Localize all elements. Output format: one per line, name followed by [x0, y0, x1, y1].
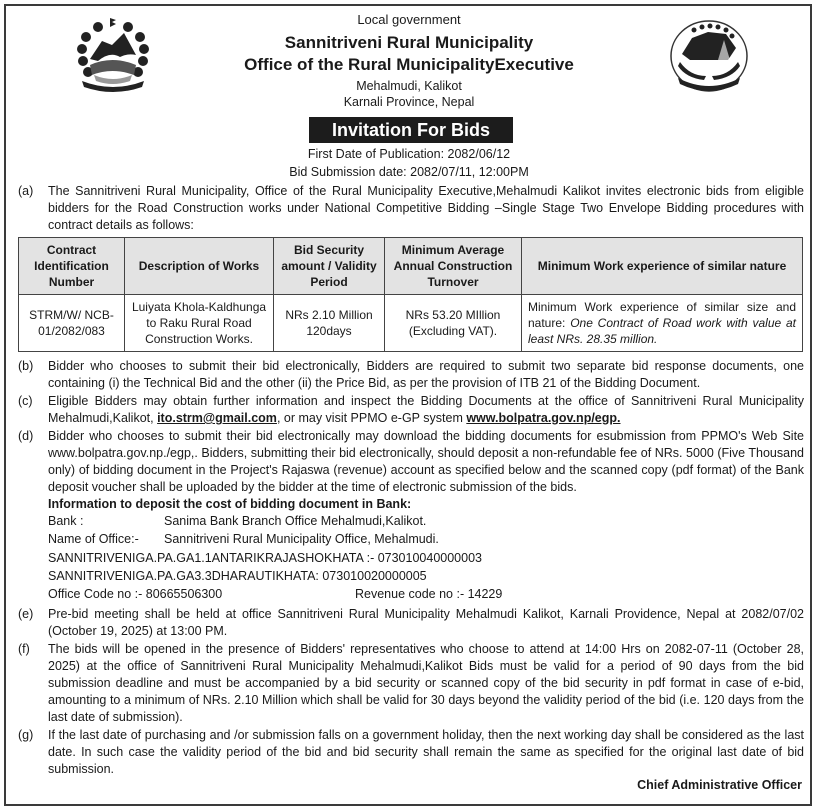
clause-label: (d) — [18, 429, 34, 443]
clause-c — [18, 393, 804, 427]
clause-c-text-middle: , or may visit PPMO e-GP system — [276, 411, 467, 425]
experience-requirement: One Contract of Road work with value at least NRs. 28.35 million. — [528, 316, 797, 346]
clause-label: (e) — [18, 607, 34, 621]
email-link[interactable]: ito.strm@gmail.com — [157, 411, 277, 425]
notice-header — [0, 0, 818, 112]
clause-text: The bids will be opened in the presence of Bidders' representatives who choose to attend at 14:00 Hrs on 2082-07-11 (October 28, 2025) at the office of Sannitriveni Rural Municipality Mehalmudi,Kalikot Bids must be valid for a period of 90 days from the bid submission deadline and must be accompanied by a bid security or scanned copy of the bid security in pdf format in case of e-bid, amounting to a minimum of NRs. 2.10 Million which shall be valid for 30 days beyond the validity period of the bid (i.e. 120 days from the last date of submission). — [48, 642, 804, 724]
notice-title: Invitation For Bids — [309, 117, 513, 143]
revenue-code: Revenue code no :- 14229 — [355, 587, 503, 601]
clause-text: If the last date of purchasing and /or submission falls on a government holiday, then the next working day shall be considered as the last date. In such case the validity period of the bid and bid security shall remain the same as specified for the original last date of bid submission. — [48, 728, 804, 776]
clause-label: (c) — [18, 394, 33, 408]
bid-validity: 120days — [306, 324, 352, 338]
clause-a — [18, 183, 804, 234]
cell-description: Luiyata Khola-Kaldhunga to Raku Rural Road Construction Works. — [125, 295, 274, 352]
clause-label: (f) — [18, 642, 30, 656]
cell-contract-id: STRM/W/ NCB-01/2082/083 — [19, 295, 125, 352]
clause-e — [18, 606, 804, 640]
cell-experience — [522, 295, 803, 352]
bid-submission-date: Bid Submission date: 2082/07/11, 12:00PM — [289, 165, 529, 179]
address-line-1: Mehalmudi, Kalikot — [356, 79, 462, 93]
municipality-name: Sannitriveni Rural Municipality — [284, 33, 534, 52]
address-line-2: Karnali Province, Nepal — [343, 95, 475, 109]
clause-label: (b) — [18, 359, 34, 373]
bank-row — [48, 514, 426, 528]
municipality-emblem-icon — [668, 18, 750, 96]
first-publication-date: First Date of Publication: 2082/06/12 — [307, 147, 511, 161]
local-government-label: Local government — [357, 12, 461, 27]
table-header-row — [19, 238, 803, 295]
egp-website-link[interactable]: www.bolpatra.gov.np/egp. — [466, 411, 621, 425]
signature: Chief Administrative Officer — [637, 778, 802, 792]
header-experience: Minimum Work experience of similar nature — [522, 238, 803, 295]
header-description: Description of Works — [125, 238, 274, 295]
clause-label: (a) — [18, 184, 34, 198]
codes-row — [48, 587, 502, 601]
clause-b — [18, 358, 804, 392]
cell-bid-security — [274, 295, 385, 352]
clause-c-text-start: Eligible Bidders may obtain further information and inspect the Bidding Documents at the office of Sannitriveni Rural Municipality Mehalmudi,Kalikot, — [48, 394, 804, 425]
account-1: SANNITRIVENIGA.PA.GA1.1ANTARIKRAJASHOKHATA :- 073010040000003 — [48, 551, 482, 565]
clause-text: Bidder who chooses to submit their bid electronically may download the bidding documents for esubmission from PPMO's Web Site www.bolpatra.gov.np./egp,. Bidders, submitting their bid electronically, should deposit a non-refundable fee of NRs. 5000 (Five Thousand only) of bidding document in the Project's Rajaswa (revenue) account as specified below and the scanned copy (pdf format) of the Bank deposit voucher shall be uploaded by the bidder at the time of electronic submission of the bids. — [48, 429, 804, 494]
clause-d — [18, 428, 804, 496]
experience-text: Minimum Work experience of similar size and nature: — [528, 300, 796, 330]
bank-value: Sanima Bank Branch Office Mehalmudi,Kalikot. — [164, 514, 427, 528]
office-label: Name of Office:- — [48, 532, 139, 546]
header-bid-security: Bid Security amount / Validity Period — [274, 238, 385, 295]
turnover-note: (Excluding VAT). — [408, 324, 498, 338]
turnover-amount: NRs 53.20 MIllion — [405, 308, 501, 322]
office-row — [48, 532, 439, 546]
clause-text — [48, 393, 804, 427]
account-2: SANNITRIVENIGA.PA.GA3.3DHARAUTIKHATA: 073010020000005 — [48, 569, 427, 583]
header-contract-id: Contract Identification Number — [19, 238, 125, 295]
clause-text: The Sannitriveni Rural Municipality, Office of the Rural Municipality Executive,Mehalmudi Kalikot invites electronic bids from eligible bidders for the Road Construction works under National Competitive Bidding –Single Stage Two Envelope Bidding procedures with contract details as follows: — [48, 184, 804, 232]
table-row — [19, 295, 803, 352]
clause-g — [18, 727, 804, 778]
header-turnover: Minimum Average Annual Construction Turnover — [385, 238, 522, 295]
cell-turnover — [385, 295, 522, 352]
clause-label: (g) — [18, 728, 34, 742]
clause-text: Pre-bid meeting shall be held at office Sannitriveni Rural Municipality Mehalmudi Kalikot, Karnali Providence, Nepal at 2082/07/02 (October 19, 2025) at 13:00 PM. — [48, 607, 804, 638]
office-name: Office of the Rural MunicipalityExecutive — [244, 55, 574, 74]
bank-label: Bank : — [48, 514, 84, 528]
contract-details-table — [18, 237, 803, 352]
clause-text: Bidder who chooses to submit their bid electronically, Bidders are required to submit two separate bid response documents, one containing (i) the Technical Bid and the other (ii) the Price Bid, as per the provision of ITB 21 of the Bidding Document. — [48, 359, 804, 390]
bank-info-heading: Information to deposit the cost of bidding document in Bank: — [48, 497, 412, 511]
office-code: Office Code no :- 80665506300 — [48, 587, 223, 601]
bid-security-amount: NRs 2.10 Million — [285, 308, 373, 322]
clause-f — [18, 641, 804, 726]
office-value: Sannitriveni Rural Municipality Office, Mehalmudi. — [164, 532, 439, 546]
